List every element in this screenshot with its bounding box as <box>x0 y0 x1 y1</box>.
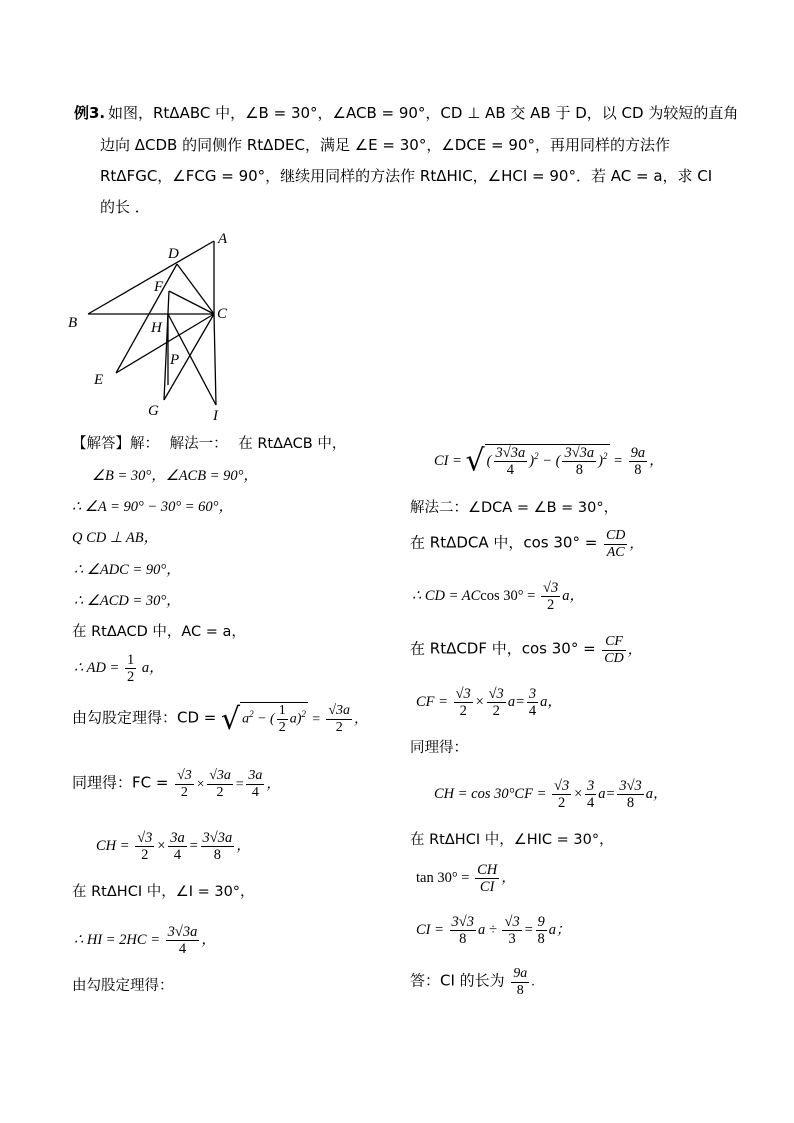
left-line-8: ∴ AD = $\frac{1}{2}$ a， <box>74 652 164 685</box>
label-B: B <box>68 315 78 331</box>
label-E: E <box>94 372 104 388</box>
problem-line-4: 的长 ． <box>100 198 150 216</box>
left-line-14: 由勾股定理得： <box>72 978 174 994</box>
left-line-11: CH = $\frac{√3}{2}$ × $\frac{3a}{4}$ = $\frac{3√3a}{8}$ ， <box>96 830 251 863</box>
label-D: D <box>168 246 179 262</box>
left-line-4: Q CD ⊥ AB， <box>72 530 159 546</box>
left-line-9: 由勾股定理得：CD = √ $a^2$ − ( $\frac{1}{2}$ a)$^2$ = $\frac{√3a}{2}$ ， <box>72 701 369 737</box>
left-line-10: 同理得：FC = $\frac{√3}{2}$ × $\frac{√3a}{2}$ = $\frac{3a}{4}$ ， <box>72 768 281 800</box>
right-line-11: CI = $\frac{3√3}{8}$ a ÷ $\frac{√3}{3}$ = $\frac{9}{8}$ a； <box>416 914 571 947</box>
right-line-5: 在 RtΔCDF 中，cos 30° = $\frac{CF}{CD}$ ， <box>410 634 642 666</box>
heading-label: 【解答】解： <box>72 436 159 452</box>
label-F: F <box>154 279 164 295</box>
right-line-8: CH = cos 30°CF = $\frac{√3}{2}$ × $\frac{3}{4}$ a= $\frac{3√3}{8}$ a， <box>434 778 668 811</box>
right-line-2: 解法二：∠DCA = ∠B = 30°， <box>410 500 619 516</box>
right-line-10: tan 30° = $\frac{CH}{CI}$ ， <box>416 862 516 895</box>
label-C: C <box>217 306 228 322</box>
problem-line-3: RtΔFGC，∠FCG = 90°，继续用同样的方法作 RtΔHIC，∠HCI = 90°．若 AC = a，求 CI <box>100 167 713 185</box>
solution-heading <box>72 434 346 454</box>
right-line-12: 答：CI 的长为 $\frac{9a}{8}$ . <box>410 966 535 998</box>
left-line-13: ∴ HI = 2HC = $\frac{3√3a}{4}$ ， <box>74 924 216 957</box>
left-line-3: ∴ ∠A = 90° − 30° = 60°， <box>72 499 233 515</box>
left-line-5: ∴ ∠ADC = 90°， <box>74 562 181 578</box>
fraction-half: $\frac{1}{2}$ <box>126 652 135 685</box>
problem-line-2: 边向 ΔCDB 的同侧作 RtΔDEC，满足 ∠E = 30°，∠DCE = 90°，再用同样的方法作 <box>100 136 670 154</box>
geometry-figure <box>60 225 250 425</box>
method1-label: 解法一： <box>169 436 228 452</box>
problem-line-1: 如图，RtΔABC 中，∠B = 30°，∠ACB = 90°，CD ⊥ AB 交 AB 于 D，以 CD 为较短的直角 <box>108 104 739 122</box>
left-line-12: 在 RtΔHCI 中，∠I = 30°， <box>72 884 255 900</box>
left-line-6: ∴ ∠ACD = 30°， <box>74 593 181 609</box>
label-A: A <box>218 231 228 247</box>
label-P: P <box>170 352 180 368</box>
right-line-4: ∴ CD = ACcos 30° = $\frac{√3}{2}$ a， <box>412 580 584 613</box>
label-G: G <box>148 403 159 419</box>
right-line-1: CI = √ ( $\frac{3√3a}{4}$ )$^2$ − ( $\frac{3√3a}{8}$ )$^2$ = $\frac{9a}{8}$ ， <box>434 443 664 479</box>
label-I: I <box>213 408 218 424</box>
right-line-9: 在 RtΔHCI 中，∠HIC = 30°， <box>410 832 614 848</box>
right-line-6: CF = $\frac{√3}{2}$ × $\frac{√3}{2}$ a= $\frac{3}{4}$ a， <box>416 686 562 719</box>
problem-label: 例3. <box>74 104 106 122</box>
left-line-7: 在 RtΔACD 中，AC = a， <box>72 624 246 640</box>
label-H: H <box>151 320 162 336</box>
left-line-2: ∠B = 30°，∠ACB = 90°， <box>92 468 258 484</box>
right-line-3: 在 RtΔDCA 中，cos 30° = $\frac{CD}{AC}$ ， <box>410 528 644 560</box>
right-line-7: 同理得： <box>410 740 468 756</box>
left-line-1: 在 RtΔACB 中， <box>238 436 347 452</box>
